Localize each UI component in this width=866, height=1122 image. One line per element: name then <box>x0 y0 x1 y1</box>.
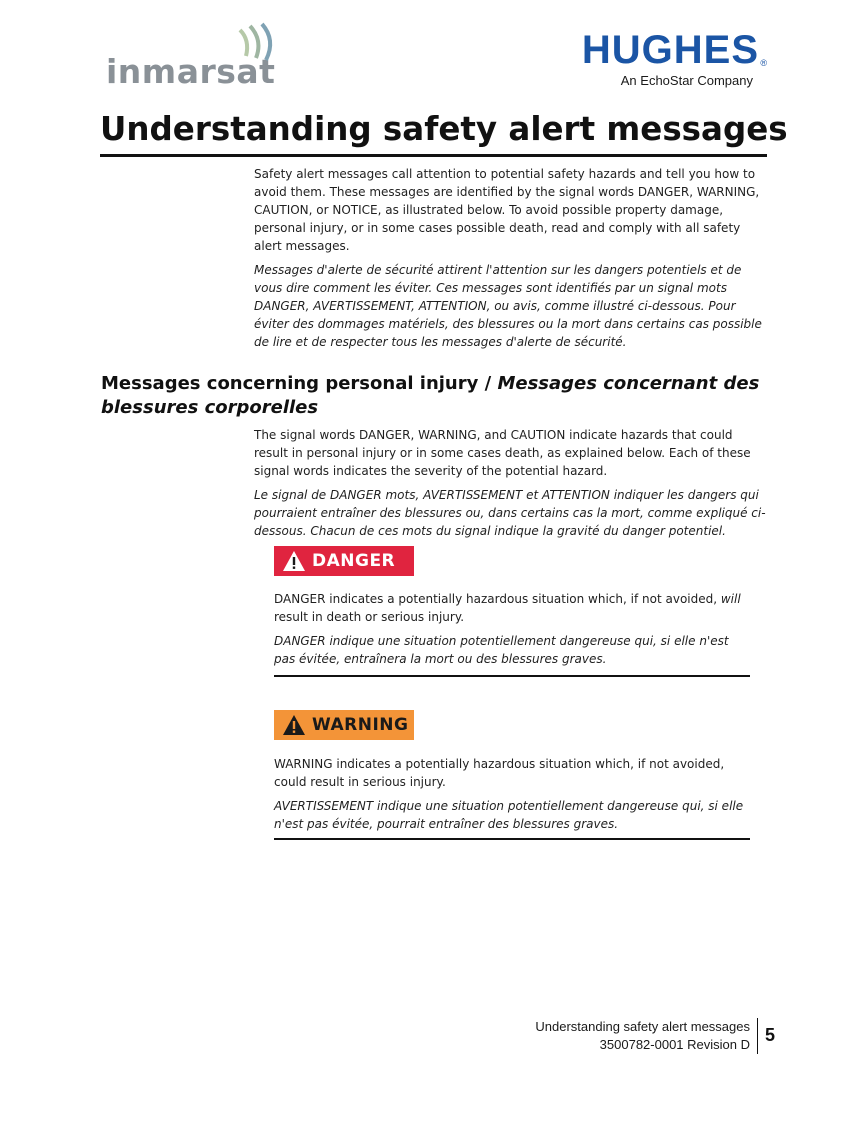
warning-french: AVERTISSEMENT indique une situation potentiellement dangereuse qui, si elle n'est pas évitée, pourrait entraîner des blessures graves. <box>274 799 744 831</box>
danger-label-text: DANGER <box>312 551 396 571</box>
hughes-logo-text: HUGHES <box>581 28 759 72</box>
registered-mark: ® <box>760 58 767 68</box>
intro-english: Safety alert messages call attention to potential safety hazards and tell you how to avoid them. These messages are identified by the signal words DANGER, WARNING, CAUTION, or NOTICE, as illustrated below. To avoid possible property damage, personal injury, or in some cases possible death, read and comply with all safety alert messages. <box>254 167 760 253</box>
section-heading-english: Messages concerning personal injury / <box>101 373 498 394</box>
danger-english-text-end: result in death or serious injury. <box>274 610 465 624</box>
danger-description <box>274 590 750 668</box>
footer-text <box>470 1018 750 1054</box>
section-body <box>254 426 769 540</box>
section-body-french: Le signal de DANGER mots, AVERTISSEMENT et ATTENTION indiquer les dangers qui pourraient entraîner des blessures ou, dans certains cas la mort, comme expliqué ci-dessous. Chacun de ces mots du signal indique la gravité du danger potentiel. <box>254 488 766 538</box>
warning-signal-label <box>274 710 414 740</box>
intro-section <box>254 165 769 351</box>
page-title: Understanding safety alert messages <box>100 110 788 148</box>
section-body-english: The signal words DANGER, WARNING, and CAUTION indicate hazards that could result in personal injury or in some cases death, as explained below. Each of these signal words indicates the severity of the potential hazard. <box>254 428 751 478</box>
danger-english-emphasis: will <box>720 592 741 606</box>
signal-waves-icon <box>236 22 296 62</box>
section-heading <box>101 372 781 420</box>
footer-divider <box>757 1018 758 1054</box>
danger-divider <box>274 675 750 677</box>
warning-triangle-icon <box>282 714 306 736</box>
danger-french: DANGER indique une situation potentiellement dangereuse qui, si elle n'est pas évitée, entraînera la mort ou des blessures graves. <box>274 634 729 666</box>
danger-signal-label <box>274 546 414 576</box>
danger-english <box>274 590 750 626</box>
page-number: 5 <box>765 1025 776 1045</box>
inmarsat-logo-text: inmarsat <box>106 52 276 91</box>
hughes-tagline: An EchoStar Company <box>620 73 753 88</box>
warning-description <box>274 755 750 833</box>
footer-section-title: Understanding safety alert messages <box>535 1019 750 1034</box>
warning-divider <box>274 838 750 840</box>
section-heading-french: Messages concernant des blessures corporelles <box>101 373 760 418</box>
intro-french: Messages d'alerte de sécurité attirent l'attention sur les dangers potentiels et de vous dire comment les éviter. Ces messages sont identifiés par un signal mots DANGER, AVERTISSEMENT, ATTENTION, ou avis, comme illustré ci-dessous. Pour éviter des dommages matériels, des blessures ou la mort dans certains cas possible de lire et de respecter tous les messages d'alerte de sécurité. <box>254 263 762 349</box>
hughes-logo <box>552 30 767 92</box>
footer-doc-revision: 3500782-0001 Revision D <box>599 1037 750 1052</box>
danger-english-text: DANGER indicates a potentially hazardous situation which, if not avoided, <box>274 592 721 606</box>
warning-english: WARNING indicates a potentially hazardous situation which, if not avoided, could result in serious injury. <box>274 757 725 789</box>
title-divider <box>100 154 767 157</box>
inmarsat-logo <box>106 22 296 94</box>
warning-label-text: WARNING <box>312 715 409 735</box>
warning-triangle-icon <box>282 550 306 572</box>
